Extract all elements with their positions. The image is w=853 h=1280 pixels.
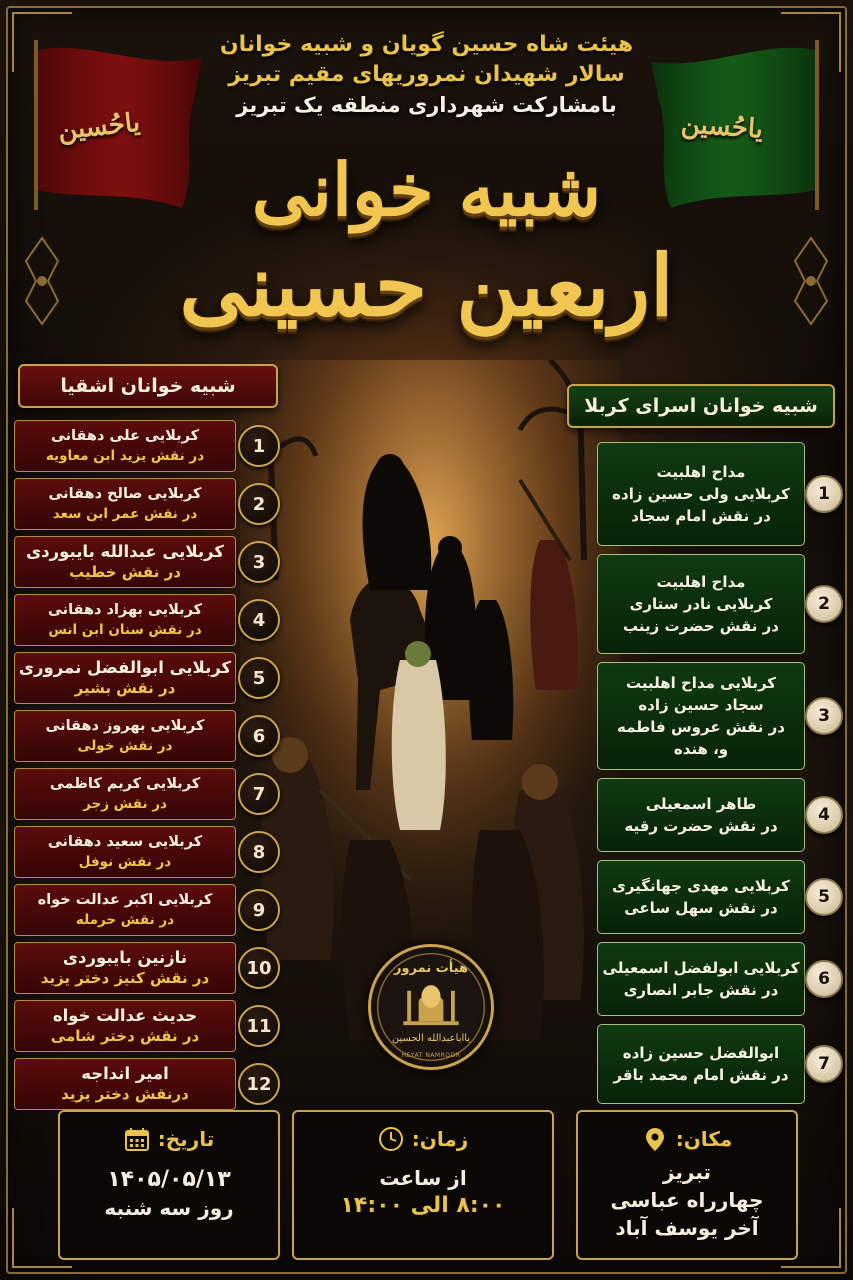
date-label: تاریخ: [157, 1127, 215, 1151]
actor-card [597, 554, 805, 654]
asra-list [597, 442, 839, 1112]
actor-line: در نقش سهل ساعی [624, 899, 778, 917]
actor-line: سجاد حسین زاده [638, 696, 764, 714]
item-number: 4 [805, 796, 843, 834]
item-number: 11 [238, 1005, 280, 1047]
actor-card [597, 942, 805, 1016]
actor-name: کربلایی صالح دهقانی [48, 486, 202, 502]
side-ornament [22, 236, 62, 326]
actor-name: کربلایی کریم کاظمی [49, 776, 201, 792]
item-number: 3 [238, 541, 280, 583]
actor-line: کربلایی ولی حسین زاده [612, 485, 790, 503]
actor-role: در نقش عمر ابن سعد [52, 506, 198, 522]
list-item [597, 860, 839, 934]
actor-line: کربلایی نادر ستاری [629, 595, 773, 613]
list-item [14, 652, 280, 704]
actor-role: در نقش کنیز دختر یزید [40, 969, 210, 987]
place-street: چهارراه عباسی [610, 1188, 764, 1212]
actor-name: حدیث عدالت خواه [52, 1006, 198, 1025]
actor-role: در نقش سنان ابن انس [48, 622, 202, 638]
item-number: 4 [238, 599, 280, 641]
actor-card [14, 942, 236, 994]
date-value: ۱۴۰۵/۰۵/۱۳ [107, 1167, 231, 1192]
actor-name: کربلایی ابوالفضل نمروری [18, 658, 232, 677]
place-box [576, 1110, 798, 1260]
list-item [14, 1000, 280, 1052]
actor-line: مداح اهلبیت [656, 573, 746, 591]
actor-line: ابوالفضل حسین زاده [622, 1044, 780, 1062]
actor-line: در نقش عروس فاطمه [617, 718, 785, 736]
actor-card [14, 884, 236, 936]
actor-name: امیر انداجه [81, 1064, 169, 1083]
list-item [14, 536, 280, 588]
list-item [14, 884, 280, 936]
item-number: 5 [805, 878, 843, 916]
flag-text: یاحُسین [56, 107, 142, 147]
item-number: 9 [238, 889, 280, 931]
actor-line: در نقش جابر انصاری [623, 981, 779, 999]
item-number: 2 [238, 483, 280, 525]
actor-card [14, 652, 236, 704]
actor-line: در نقش امام سجاد [631, 507, 771, 525]
actor-card [14, 420, 236, 472]
actor-role: در نقش دختر شامی [50, 1027, 200, 1045]
list-item [597, 442, 839, 546]
item-number: 1 [238, 425, 280, 467]
heyat-emblem [368, 944, 494, 1070]
actor-role: در نقش خولی [77, 738, 173, 754]
date-box [58, 1110, 280, 1260]
actor-role: در نقش یزید ابن معاویه [45, 448, 205, 464]
actor-name: کربلایی بهروز دهقانی [45, 718, 205, 734]
actor-card [14, 826, 236, 878]
header [160, 30, 693, 120]
list-item [14, 594, 280, 646]
ashqiya-heading: شبیه خوانان اشقیا [18, 364, 278, 408]
item-number: 12 [238, 1063, 280, 1105]
asra-heading: شبیه خوانان اسرای کربلا [567, 384, 835, 428]
location-pin-icon [642, 1126, 668, 1152]
emblem-title: هیأت نمرور [393, 961, 469, 976]
actor-line: طاهر اسمعیلی [645, 795, 757, 813]
time-label: زمان: [411, 1127, 469, 1151]
actor-role: در نقش حرمله [75, 912, 175, 928]
actor-card [14, 478, 236, 530]
actor-role: درنقش دختر یزید [61, 1085, 189, 1103]
actor-card [14, 710, 236, 762]
actor-line: کربلایی ابولفضل اسمعیلی [602, 959, 800, 977]
actor-role: در نقش بشیر [74, 679, 176, 697]
list-item [597, 1024, 839, 1104]
list-item [14, 826, 280, 878]
actor-card [597, 860, 805, 934]
actor-line: مداح اهلبیت [656, 463, 746, 481]
list-item [597, 778, 839, 852]
actor-line: و، هنده [673, 740, 729, 758]
actor-name: کربلایی عبدالله بایبوردی [26, 542, 224, 561]
date-day: روز سه شنبه [104, 1196, 234, 1220]
ashqiya-list [14, 420, 280, 1116]
item-number: 7 [238, 773, 280, 815]
emblem-subtitle: یااباعبدالله الحسین [391, 1033, 471, 1044]
list-item [597, 554, 839, 654]
list-item [597, 662, 839, 770]
item-number: 7 [805, 1045, 843, 1083]
list-item [14, 710, 280, 762]
actor-card [14, 594, 236, 646]
item-number: 2 [805, 585, 843, 623]
actor-card [597, 1024, 805, 1104]
title-line-2: اربعین حسینی [179, 236, 674, 335]
actor-line: در نقش حضرت زینب [623, 617, 779, 635]
list-item [597, 942, 839, 1016]
title-line-1: شبیه خوانی [251, 147, 602, 232]
header-line: بامشارکت شهرداری منطقه یک تبریز [236, 93, 617, 117]
time-range: ۸:۰۰ الی ۱۴:۰۰ [340, 1193, 506, 1218]
list-item [14, 768, 280, 820]
actor-card [14, 768, 236, 820]
emblem-footer: HEYAT NAMROOR [401, 1052, 461, 1059]
item-number: 1 [805, 475, 843, 513]
actor-role: در نقش زجر [83, 796, 167, 812]
side-ornament [791, 236, 831, 326]
actor-name: کربلایی علی دهقانی [50, 428, 200, 444]
time-box [292, 1110, 554, 1260]
actor-role: در نقش خطیب [69, 563, 181, 581]
actor-name: کربلایی بهزاد دهقانی [47, 602, 203, 618]
actor-card [14, 536, 236, 588]
item-number: 8 [238, 831, 280, 873]
actor-line: در نقش امام محمد باقر [613, 1066, 789, 1084]
flag-text: یاحُسین [680, 109, 765, 145]
list-item [14, 1058, 280, 1110]
actor-line: کربلایی مداح اهلبیت [625, 674, 777, 692]
list-item [14, 420, 280, 472]
actor-card [597, 662, 805, 770]
item-number: 6 [238, 715, 280, 757]
actor-card [597, 442, 805, 546]
time-from: از ساعت [379, 1166, 467, 1190]
calendar-icon [124, 1126, 150, 1152]
list-item [14, 942, 280, 994]
actor-card [597, 778, 805, 852]
place-detail: آخر یوسف آباد [615, 1216, 759, 1240]
actor-name: کربلایی اکبر عدالت خواه [37, 892, 213, 908]
actor-card [14, 1058, 236, 1110]
actor-name: کربلایی سعید دهقانی [47, 834, 203, 850]
place-label: مکان: [675, 1127, 733, 1151]
actor-line: کربلایی مهدی جهانگیری [612, 877, 790, 895]
actor-card [14, 1000, 236, 1052]
header-line: سالار شهیدان نمروریهای مقیم تبریز [228, 62, 625, 87]
item-number: 10 [238, 947, 280, 989]
list-item [14, 478, 280, 530]
place-city: تبریز [662, 1160, 712, 1184]
clock-icon [378, 1126, 404, 1152]
item-number: 6 [805, 960, 843, 998]
actor-role: در نقش نوفل [78, 854, 172, 870]
header-line: هیئت شاه حسین گویان و شبیه خوانان [219, 32, 634, 57]
actor-line: در نقش حضرت رقیه [624, 817, 778, 835]
actor-name: نازنین بایبوردی [62, 948, 188, 967]
item-number: 3 [805, 697, 843, 735]
item-number: 5 [238, 657, 280, 699]
